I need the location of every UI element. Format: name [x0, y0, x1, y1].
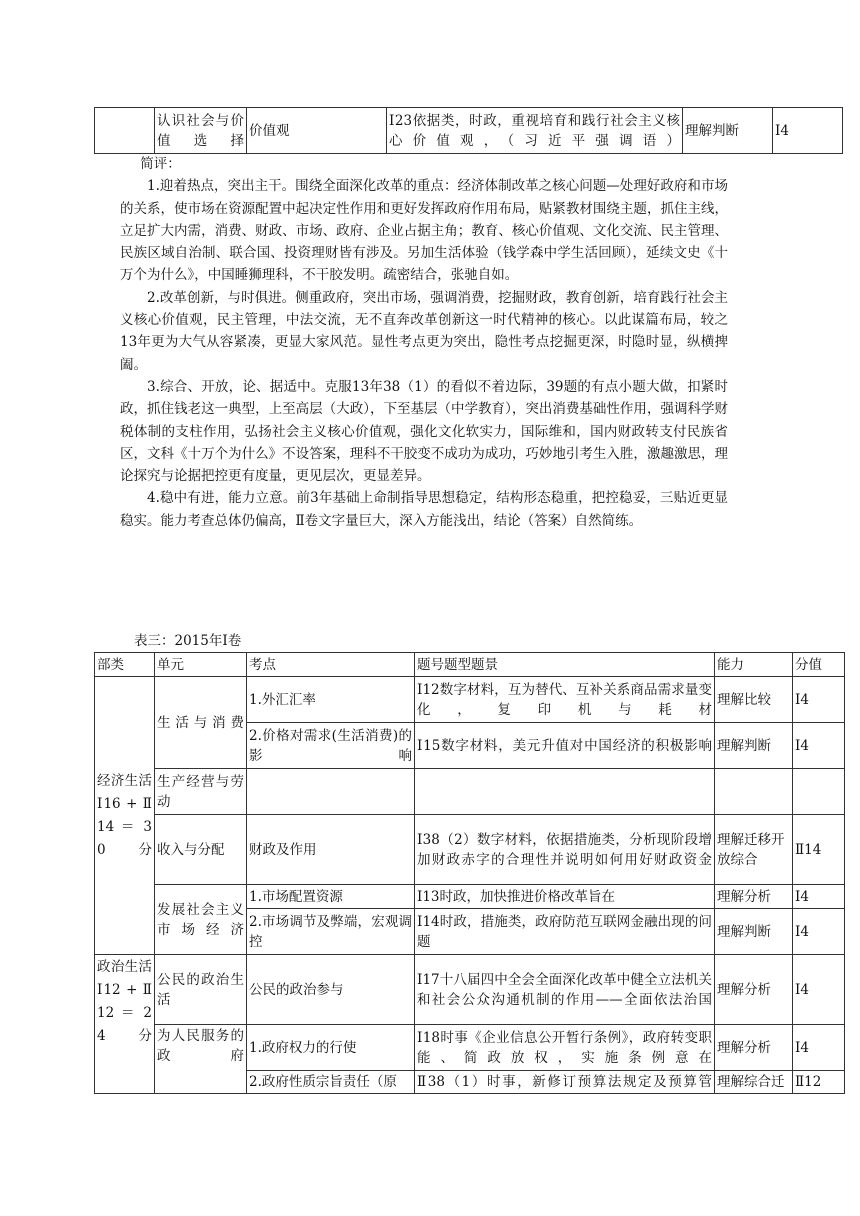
unit-cell: 生产经营与劳动: [155, 769, 247, 815]
ability-cell: 理解判断: [715, 909, 793, 955]
unit-cell: 生活与消费: [155, 677, 247, 769]
unit-cell: 收入与分配: [155, 815, 247, 885]
ability-cell: 理解分析: [715, 885, 793, 909]
table-row: [95, 677, 845, 723]
top-table: [94, 107, 843, 154]
category-cell: 经济生活Ⅰ16 + Ⅱ14 ＝ 30分: [95, 677, 155, 955]
header-cell: 分值: [793, 653, 845, 677]
comment-paragraph: 4.稳中有进，能力立意。前3年基础上命制指导思想稳定，结构形态稳重，把控稳妥，三贴近更显稳实。能力考查总体仍偏高，Ⅱ卷文字量巨大，深入方能浅出，结论（答案）自然简练。: [120, 490, 728, 529]
score-cell: Ⅱ12: [793, 1071, 845, 1094]
table-cell: Ⅰ4: [773, 108, 843, 154]
header-cell: 能力: [715, 653, 793, 677]
scene-cell: Ⅰ17十八届四中全会全面深化改革中健全立法机关和社会公众沟通机制的作用——全面依法治国: [415, 955, 715, 1025]
table-row: [95, 108, 843, 154]
comment-paragraph: 1.迎着热点，突出主干。围绕全面深化改革的重点：经济体制改革之核心问题—处理好政府和市场的关系，使市场在资源配置中起决定性作用和更好发挥政府作用布局，贴紧教材围绕主题，抓住主线，立足扩大内需，消费、财政、市场、政府、企业占据主角；教育、核心价值观、文化交流、民主管理、民族区域自治制、联合国、投资理财皆有涉及。另加生活体验（钱学森中学生活回顾），延续文史《十万个为什么》，中国睡狮理科，不干胶发明。疏密结合，张驰自如。: [120, 178, 728, 284]
comment-paragraph: 2.改革创新，与时俱进。侧重政府，突出市场，强调消费，挖掘财政，教育创新，培育践行社会主义核心价值观，民主管理，中法交流，无不直奔改革创新这一时代精神的核心。以此谋篇布局，较之13年更为大气从容紧凑，更显大家风范。显性考点更为突出，隐性考点挖掘更深，时隐时显，纵横捭阖。: [120, 289, 728, 373]
comment-paragraph: 3.综合、开放，论、据适中。克服13年38（1）的看似不着边际，39题的有点小题大做，扣紧时政，抓住钱老这一典型，上至高层（大政），下至基层（中学教育），突出消费基础性作用，强调科学财税体制的支柱作用，弘扬社会主义核心价值观，强化文化软实力，国际维和，国内财政转支付民族省区，文科《十万个为什么》不设答案，理科不干胶变不成功为成功，巧妙地引考生入胜，激趣激思，理论探究与论据把控更有度量，更见层次，更显差异。: [120, 378, 728, 485]
ability-cell: 理解分析: [715, 955, 793, 1025]
ability-cell: 理解综合迁: [715, 1071, 793, 1094]
point-cell: 2.市场调节及弊端，宏观调控: [247, 909, 415, 955]
table-cell: 价值观: [247, 108, 387, 154]
ability-cell: 理解比较: [715, 677, 793, 723]
ability-cell: 理解迁移开放综合: [715, 815, 793, 885]
scene-cell: Ⅰ18时事《企业信息公开暂行条例》，政府转变职能、简政放权，实施条例意在: [415, 1025, 715, 1071]
score-cell: Ⅰ4: [793, 723, 845, 769]
table-row: [95, 885, 845, 909]
table-row: [95, 955, 845, 1025]
table-cell: [95, 108, 155, 154]
point-cell: 1.政府权力的行使: [247, 1025, 415, 1071]
table-header-row: [95, 653, 845, 677]
score-cell: Ⅰ4: [793, 885, 845, 909]
scene-cell: Ⅰ38（2）数字材料，依据措施类，分析现阶段增加财政赤字的合理性并说明如何用好财政资金: [415, 815, 715, 885]
scene-cell: Ⅱ38（1）时事，新修订预算法规定及预算管: [415, 1071, 715, 1094]
point-cell: 财政及作用: [247, 815, 415, 885]
score-cell: Ⅰ4: [793, 955, 845, 1025]
ability-cell: 理解分析: [715, 1025, 793, 1071]
header-cell: 题号题型题景: [415, 653, 715, 677]
table-row: [95, 769, 845, 815]
scene-cell: [415, 769, 715, 815]
point-cell: 1.外汇汇率: [247, 677, 415, 723]
unit-cell: 为人民服务的政府: [155, 1025, 247, 1094]
ability-cell: [715, 769, 793, 815]
table-cell: 理解判断: [683, 108, 773, 154]
point-cell: 公民的政治参与: [247, 955, 415, 1025]
point-cell: [247, 769, 415, 815]
scene-cell: Ⅰ13时政，加快推进价格改革旨在: [415, 885, 715, 909]
score-cell: Ⅰ4: [793, 677, 845, 723]
table-title: 表三：2015年Ⅰ卷: [134, 633, 242, 649]
header-cell: 部类: [95, 653, 155, 677]
table-cell: 认识社会与价值选择: [155, 108, 247, 154]
unit-cell: 公民的政治生活: [155, 955, 247, 1025]
table-row: [95, 1025, 845, 1071]
score-cell: Ⅰ4: [793, 909, 845, 955]
score-cell: [793, 769, 845, 815]
table-row: [95, 815, 845, 885]
point-cell: 2.价格对需求(生活消费)的影响: [247, 723, 415, 769]
header-cell: 考点: [247, 653, 415, 677]
header-cell: 单元: [155, 653, 247, 677]
comment-heading: 简评：: [140, 156, 181, 172]
comment-block: [120, 153, 728, 532]
score-cell: Ⅰ4: [793, 1025, 845, 1071]
point-cell: 2.政府性质宗旨责任（原: [247, 1071, 415, 1094]
category-cell: 政治生活Ⅰ12 + Ⅱ12 ＝ 24分: [95, 955, 155, 1094]
score-cell: Ⅱ14: [793, 815, 845, 885]
ability-cell: 理解判断: [715, 723, 793, 769]
unit-cell: 发展社会主义市场经济: [155, 885, 247, 955]
point-cell: 1.市场配置资源: [247, 885, 415, 909]
scene-cell: Ⅰ12数字材料，互为替代、互补关系商品需求量变化，复印机与耗材: [415, 677, 715, 723]
scene-cell: Ⅰ14时政，措施类，政府防范互联网金融出现的问题: [415, 909, 715, 955]
exam-table: [94, 652, 845, 1094]
scene-cell: Ⅰ15数字材料，美元升值对中国经济的积极影响: [415, 723, 715, 769]
table-cell: Ⅰ23依据类，时政，重视培育和践行社会主义核心价值观，（习近平强调语）: [387, 108, 683, 154]
